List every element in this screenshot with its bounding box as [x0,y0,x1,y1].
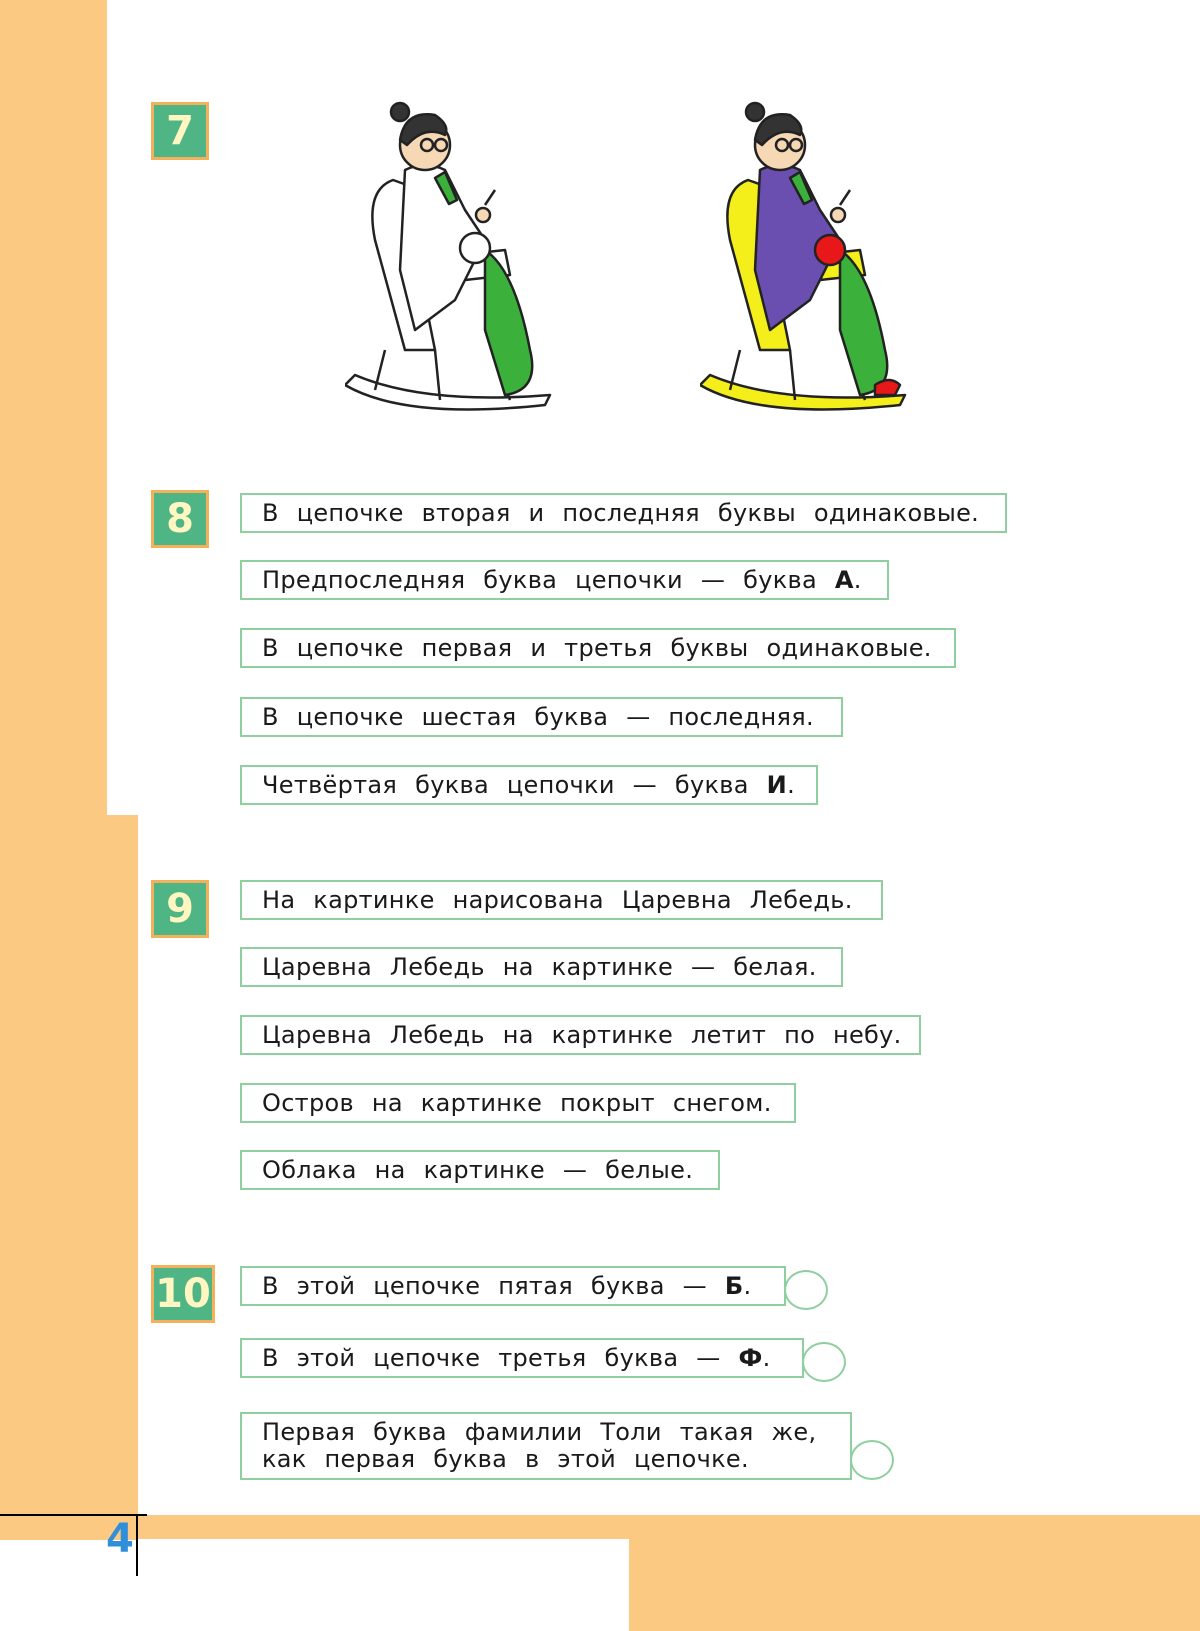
task-9-statement-5: Облака на картинке — белые. [240,1150,720,1190]
task-8-statement-1: В цепочке вторая и последняя буквы одинаковые. [240,493,1007,533]
task-8-statement-3: В цепочке первая и третья буквы одинаковые. [240,628,956,668]
task-10-badge: 10 [151,1265,215,1323]
task-9-statement-3: Царевна Лебедь на картинке летит по небу. [240,1015,921,1055]
page-number: 4 [106,1516,134,1562]
footer-white [0,1540,629,1631]
grandma-rocking-chair-colored-illustration [700,100,940,430]
task-9-badge: 9 [151,880,209,938]
task-10-answer-circle-3[interactable] [850,1440,894,1480]
grandma-rocking-chair-uncolored-illustration [345,100,585,430]
task-7-badge: 7 [151,102,209,160]
task-9-statement-4: Остров на картинке покрыт снегом. [240,1083,796,1123]
task-10-statement-1: В этой цепочке пятая буква — Б. [240,1266,786,1306]
task-9-statement-2: Царевна Лебедь на картинке — белая. [240,947,843,987]
task-8-statement-2: Предпоследняя буква цепочки — буква А. [240,560,889,600]
task-9-statement-1: На картинке нарисована Царевна Лебедь. [240,880,883,920]
task-10-statement-3: Первая буква фамилии Толи такая же, как первая буква в этой цепочке. [240,1412,852,1480]
footer-block [629,1515,1200,1631]
task-8-statement-5: Четвёртая буква цепочки — буква И. [240,765,818,805]
task-8-statement-4: В цепочке шестая буква — последняя. [240,697,843,737]
task-10-answer-circle-2[interactable] [802,1342,846,1382]
footer-rule-vertical [136,1516,138,1576]
task-8-badge: 8 [151,490,209,548]
side-bar-bottom [0,815,138,1631]
task-10-statement-2: В этой цепочке третья буква — Ф. [240,1338,804,1378]
task-10-answer-circle-1[interactable] [784,1270,828,1310]
